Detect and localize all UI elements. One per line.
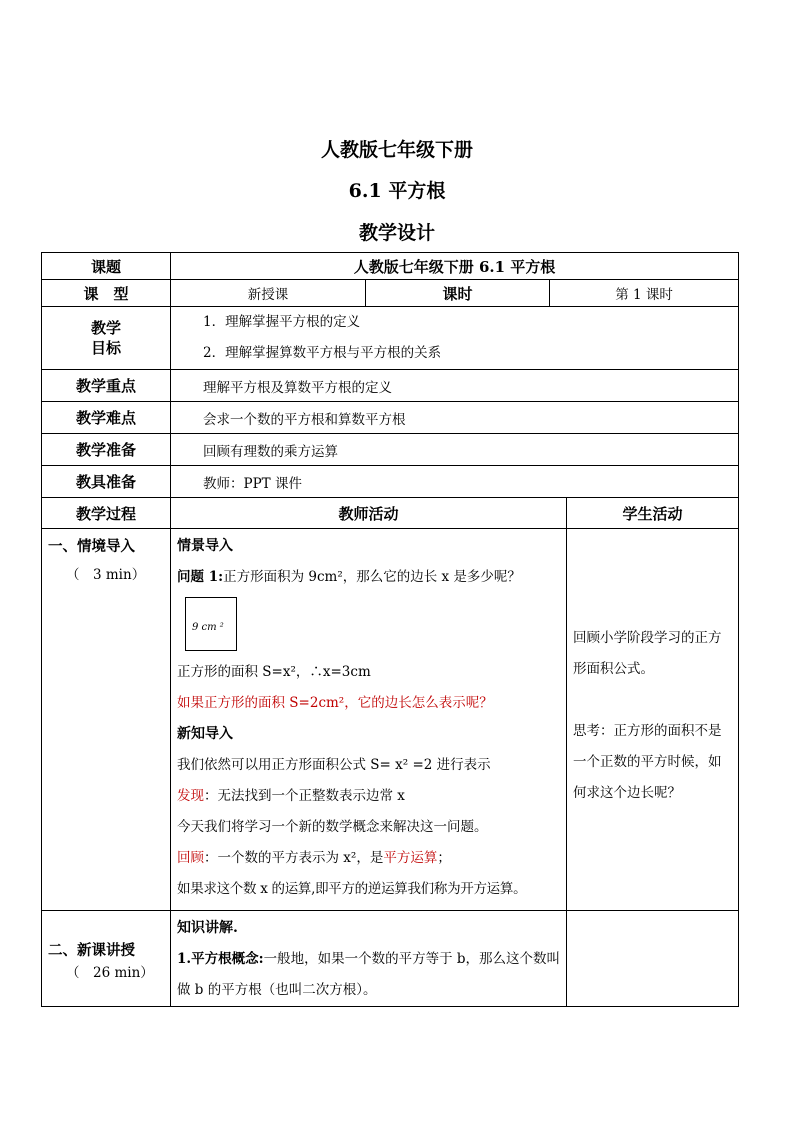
type-value: 新授课 [171, 280, 366, 307]
teacher-activity-header: 教师活动 [171, 498, 567, 529]
goal-item: 2．理解掌握算数平方根与平方根的关系 [203, 345, 442, 361]
topic-label: 课题 [42, 253, 171, 280]
student-activity-1: 回顾小学阶段学习的正方形面积公式。 [573, 630, 722, 677]
question-1-text: 正方形面积为 9cm²，那么它的边长 x 是多少呢？ [223, 569, 521, 585]
row-difficulty [42, 402, 739, 434]
review-line [177, 843, 562, 874]
stage-2-teacher [171, 911, 567, 1007]
row-prep [42, 434, 739, 466]
row-type [42, 280, 739, 307]
root-operation-line: 如果求这个数 x 的运算,即平方的逆运算我们称为开方运算。 [177, 881, 527, 897]
red-question: 如果正方形的面积 S=2cm²，它的边长怎么表示呢？ [177, 695, 493, 711]
row-goals [42, 307, 739, 370]
prep-label: 教学准备 [42, 434, 171, 466]
lesson-plan-table [41, 252, 739, 1007]
review-text: ：一个数的平方表示为 x²，是 [204, 850, 384, 866]
stage-1-student [567, 529, 739, 911]
focus-label: 教学重点 [42, 370, 171, 402]
period-label: 课时 [366, 280, 550, 307]
stage-2-student [567, 911, 739, 1007]
student-activity-2: 思考：正方形的面积不是一个正数的平方时候，如何求这个边长呢？ [573, 723, 722, 801]
knowledge-heading: 知识讲解. [177, 920, 238, 936]
stage-2-time: （ 26 min） [66, 964, 154, 981]
square-figure [185, 597, 237, 651]
area-formula: 正方形的面积 S=x²，∴x=3cm [177, 664, 371, 680]
concept-text: 一般地，如果一个数的平方等于 b，那么这个数叫做 b 的平方根（也叫二次方根）。 [177, 951, 561, 998]
square-figure-label: 9 cm ² [192, 622, 224, 633]
prep-value: 回顾有理数的乘方运算 [171, 434, 739, 466]
goal-item: 1．理解掌握平方根的定义 [203, 314, 361, 330]
goals-label: 教学 目标 [42, 307, 171, 370]
row-focus [42, 370, 739, 402]
intro-line: 今天我们将学习一个新的数学概念来解决这一问题。 [177, 819, 488, 835]
discovery-label: 发现 [177, 788, 204, 804]
review-red: 平方运算 [383, 850, 438, 866]
section-title: 6.1 平方根 [348, 180, 446, 202]
difficulty-label: 教学难点 [42, 402, 171, 434]
type-label: 课 型 [42, 280, 171, 307]
focus-value: 理解平方根及算数平方根的定义 [171, 370, 739, 402]
new-knowledge-heading: 新知导入 [177, 726, 233, 742]
stage-2-cell [42, 911, 171, 1007]
stage-1-cell [42, 529, 171, 911]
question-1-label: 问题 1: [177, 569, 224, 585]
row-stage-1 [42, 529, 739, 911]
stage-1-time: （ 3 min） [66, 567, 146, 583]
doc-subtitle: 教学设计 [358, 222, 435, 244]
tools-label: 教具准备 [42, 466, 171, 498]
row-stage-2 [42, 911, 739, 1007]
difficulty-value: 会求一个数的平方根和算数平方根 [171, 402, 739, 434]
review-label: 回顾 [177, 850, 204, 866]
stage-1-name: 一、情境导入 [48, 538, 135, 555]
student-activity-header: 学生活动 [567, 498, 739, 529]
scene-heading: 情景导入 [177, 538, 233, 554]
question-1 [177, 562, 562, 593]
process-label: 教学过程 [42, 498, 171, 529]
doc-title: 人教版七年级下册 [320, 139, 473, 161]
row-tools [42, 466, 739, 498]
stage-2-name: 二、新课讲授 [48, 941, 135, 959]
row-process-header [42, 498, 739, 529]
topic-value: 人教版七年级下册 6.1 平方根 [171, 253, 739, 280]
goals-list [171, 307, 739, 370]
period-value: 第 1 课时 [550, 280, 739, 307]
stage-1-teacher [171, 529, 567, 911]
discovery-line [177, 781, 562, 812]
concept-label: 1.平方根概念: [177, 951, 264, 967]
row-topic [42, 253, 739, 280]
tools-value: 教师：PPT 课件 [171, 466, 739, 498]
concept-paragraph [177, 944, 562, 1006]
review-end: ； [437, 850, 451, 866]
formula-line: 我们依然可以用正方形面积公式 S= x² =2 进行表示 [177, 757, 491, 773]
discovery-text: ：无法找到一个正整数表示边常 x [204, 788, 405, 804]
